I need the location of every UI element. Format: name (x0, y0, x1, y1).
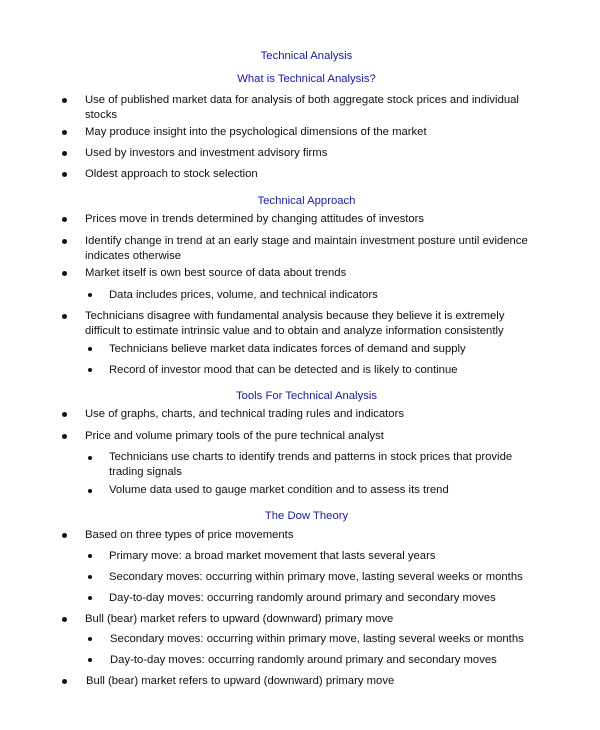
sub-list-item: Technicians use charts to identify trends and patterns in stock prices that provide trading signals (109, 451, 513, 478)
bullet-icon (62, 679, 67, 684)
list-item: May produce insight into the psychological dimensions of the market (85, 126, 427, 138)
list-item: Price and volume primary tools of the pure technical analyst (85, 430, 384, 442)
section-heading: Tools For Technical Analysis (235, 390, 378, 402)
bullet-icon (62, 98, 67, 103)
sub-list-item: Primary move: a broad market movement that lasts several years (109, 550, 436, 562)
sub-bullet-icon (88, 554, 92, 558)
bullet-icon (62, 617, 67, 622)
bullet-icon (62, 130, 67, 135)
sub-list-item: Data includes prices, volume, and technical indicators (109, 289, 378, 301)
list-item: Technicians disagree with fundamental analysis because they believe it is extremely difficult to estimate intrinsic value and to obtain and analyze information consistently (85, 310, 505, 337)
list-item: Based on three types of price movements (85, 529, 294, 541)
list-item: Bull (bear) market refers to upward (downward) primary move (86, 675, 395, 687)
list-item: Used by investors and investment advisory firms (85, 147, 328, 159)
bullet-icon (62, 151, 67, 156)
list-item: Identify change in trend at an early stage and maintain investment posture until evidence indicates otherwise (85, 235, 528, 262)
sub-bullet-icon (88, 489, 92, 493)
sub-bullet-icon (88, 293, 92, 297)
bullet-icon (62, 434, 67, 439)
sub-bullet-icon (88, 596, 92, 600)
sub-list-item: Secondary moves: occurring within primary move, lasting several weeks or months (110, 633, 524, 645)
bullet-icon (62, 217, 67, 222)
sub-bullet-icon (88, 347, 92, 351)
bullet-icon (62, 239, 67, 244)
sub-bullet-icon (88, 575, 92, 579)
section-heading: Technical Approach (257, 195, 356, 207)
section-heading: The Dow Theory (264, 510, 349, 522)
sub-list-item: Record of investor mood that can be detected and is likely to continue (109, 364, 458, 376)
sub-list-item: Volume data used to gauge market condition and to assess its trend (109, 484, 449, 496)
document-title: Technical Analysis (260, 50, 353, 62)
list-item: Prices move in trends determined by changing attitudes of investors (85, 213, 425, 225)
bullet-icon (62, 271, 67, 276)
bullet-icon (62, 412, 67, 417)
list-item: Market itself is own best source of data about trends (85, 267, 347, 279)
sub-bullet-icon (88, 637, 92, 641)
list-item: Oldest approach to stock selection (85, 168, 258, 180)
bullet-icon (62, 533, 67, 538)
sub-list-item: Day-to-day moves: occurring randomly around primary and secondary moves (110, 654, 497, 666)
list-item: Use of graphs, charts, and technical trading rules and indicators (85, 408, 404, 420)
sub-list-item: Secondary moves: occurring within primary move, lasting several weeks or months (109, 571, 523, 583)
sub-bullet-icon (88, 658, 92, 662)
sub-bullet-icon (88, 368, 92, 372)
sub-list-item: Technicians believe market data indicates forces of demand and supply (109, 343, 466, 355)
sub-bullet-icon (88, 456, 92, 460)
list-item: Use of published market data for analysis of both aggregate stock prices and individual stocks (85, 94, 519, 121)
list-item: Bull (bear) market refers to upward (downward) primary move (85, 613, 394, 625)
section-heading: What is Technical Analysis? (237, 73, 376, 85)
bullet-icon (62, 314, 67, 319)
bullet-icon (62, 172, 67, 177)
sub-list-item: Day-to-day moves: occurring randomly around primary and secondary moves (109, 592, 496, 604)
